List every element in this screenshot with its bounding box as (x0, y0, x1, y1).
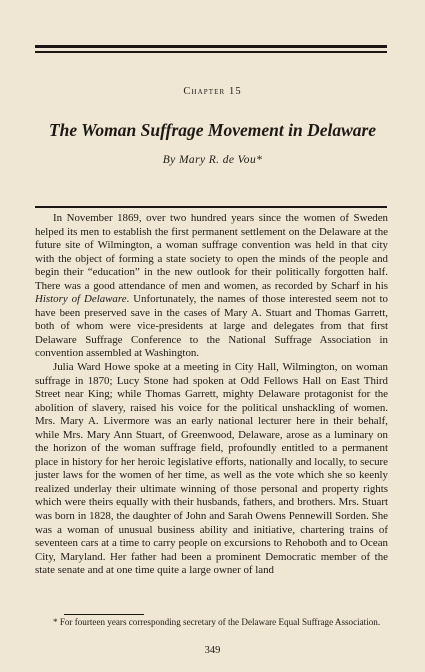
chapter-title: The Woman Suffrage Movement in Delaware (48, 120, 377, 140)
footnote: * For fourteen years corresponding secretary of the Delaware Equal Suffrage Association. (53, 617, 381, 627)
page-number: 349 (204, 645, 221, 656)
section-divider (35, 206, 387, 208)
author-line: By Mary R. de Vou* (162, 154, 263, 166)
book-title-reference: History of Delaware (35, 293, 127, 306)
header-rule-thin (35, 51, 387, 53)
paragraph-1 (35, 212, 388, 361)
header-rule-thick (35, 45, 387, 48)
body-text (35, 212, 388, 578)
footnote-rule (64, 614, 144, 615)
paragraph-2: Julia Ward Howe spoke at a meeting in City Hall, Wilmington, on woman suffrage in 1870; Lucy Stone had spoken at Odd Fellows Hall on East Third Street near King; while Thomas Garrett, mighty Delaware protagonist for the abolition of slavery, raised his voice for the political unshackling of women. Mrs. Mary A. Livermore was an early national lecturer here in their behalf, while Mrs. Mary Ann Stuart, of Greenwood, Delaware, arose as a luminary on the horizon of the woman suffrage field, profoundly entitled to a permanent place in history for her heroic legislative efforts, nationally and locally, to secure juster laws for the women of her time, as well as the vote which she so keenly realized underlay their ultimate winning of those personal and property rights which were theirs equally with their husbands, fathers, and brothers. Mrs. Stuart was born in 1828, the daughter of John and Sarah Owens Pennewill Sorden. She was a woman of unusual business ability and initiative, chartering trains of seventeen cars at a time to carry people on excursions to Rehoboth and to Ocean City, Maryland. Her father had been a prominent Democratic member of the state senate and at one time quite a large owner of land (35, 361, 388, 577)
paragraph-1-text-a: In November 1869, over two hundred years since the women of Sweden helped its men to establish the first permanent settlement on the Delaware at the future site of Wilmington, a woman suffrage convention was held in that city with the object of forming a state society to open the minds of the people and begin their “education” in the new outlook for their politically forgotten half. There was a good attendance of men and women, as recorded by Scharf in his (35, 212, 388, 292)
chapter-label: Chapter 15 (183, 86, 242, 97)
paragraph-1-text-b: . Unfortunately, the names of those interested seem not to have been preserved save in the cases of Mary A. Stuart and Thomas Garrett, both of whom were vice-presidents at large and delegates from that first Delaware Suffrage Conference to the National Suffrage Association in convention assembled at Washington. (35, 293, 388, 360)
